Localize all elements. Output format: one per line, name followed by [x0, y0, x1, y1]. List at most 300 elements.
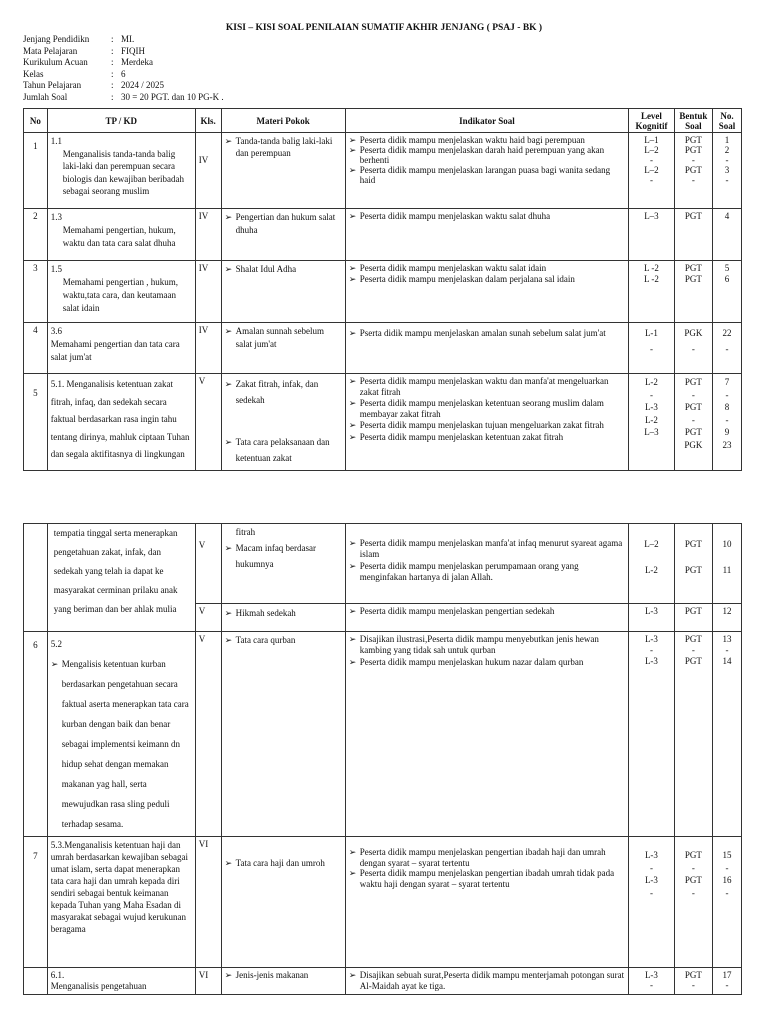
indikator-item: [349, 847, 625, 868]
table-row: [24, 209, 742, 261]
bentuk-soal-value: PGT: [684, 565, 702, 575]
no-soal-value: 17: [722, 970, 732, 980]
indikator-item-text: Peserta didik mampu menjelaskan manfa'at infaq menurut syareat agama islam: [359, 538, 623, 559]
level-kognitif: [629, 209, 675, 261]
kelas-cell: IV: [195, 209, 221, 261]
materi-item: [225, 634, 342, 647]
meta-value: Merdeka: [121, 57, 153, 68]
materi-item-text: Zakat fitrah, infak, dan sedekah: [235, 379, 319, 405]
bentuk-soal-value: PGT: [684, 135, 702, 145]
bentuk-soal: [674, 524, 712, 604]
tp-text: [51, 654, 192, 834]
indikator-cell: [345, 209, 628, 261]
no-soal-value: 10: [722, 539, 732, 549]
row-number: [24, 524, 48, 632]
bentuk-soal-value: -: [691, 980, 695, 990]
meta-label: Jumlah Soal: [23, 91, 68, 102]
kelas-cell: V: [195, 632, 221, 837]
bentuk-soal-value: PGT: [684, 850, 702, 860]
bentuk-soal-value: PGT: [684, 539, 702, 549]
tp-text: 5.1. Menganalisis ketentuan zakat fitrah, infaq, dan sedekah secara faktual berdasarkan rasa ingin tahu tentang dirinya, mahluk ciptaan Tuhan dan segala aktifitasnya di lingkungan: [50, 379, 190, 459]
header-no: No: [24, 109, 48, 133]
bullet-arrow-icon: ➢: [348, 273, 357, 284]
meta-colon: :: [111, 45, 114, 56]
level-kognitif-value: -: [649, 155, 653, 165]
tp-kd-cell: [47, 261, 195, 323]
no-soal: [712, 604, 741, 632]
tp-code: 1.1: [50, 136, 63, 146]
bentuk-soal: [674, 261, 712, 323]
indikator-item: [349, 165, 625, 185]
bentuk-soal-value: -: [691, 887, 695, 898]
no-soal-value: -: [725, 414, 729, 425]
table-row: [24, 837, 742, 968]
no-soal: [712, 261, 741, 323]
header-level: Level Kognitif: [629, 109, 675, 133]
bentuk-soal-value: -: [691, 645, 695, 655]
kisi-table-page-1: [23, 108, 742, 471]
no-soal: [712, 323, 741, 374]
bentuk-soal-value: PGT: [684, 377, 702, 387]
no-soal-value: -: [725, 155, 729, 165]
bentuk-soal-value: -: [691, 862, 695, 873]
bullet-arrow-icon: ➢: [348, 165, 357, 175]
bullet-arrow-icon: ➢: [348, 135, 357, 145]
kelas-cell: IV: [195, 133, 221, 209]
tp-kd-cell: [47, 968, 195, 995]
materi-item: [225, 853, 342, 873]
no-soal-value: 23: [722, 439, 732, 450]
no-soal-value: -: [725, 887, 729, 898]
bentuk-soal: [674, 323, 712, 374]
level-kognitif-value: L–2: [644, 165, 659, 175]
indikator-item-text: Peserta didik mampu menjelaskan ketentuan seorang muslim dalam membayar zakat fitrah: [359, 398, 604, 419]
bullet-arrow-icon: ➢: [224, 858, 233, 868]
table-row: [24, 968, 742, 995]
bullet-arrow-icon: ➢: [348, 211, 357, 221]
meta-colon: :: [111, 57, 114, 68]
tp-text: Memahami pengertian , hukum, waktu,tata cara, dan keutamaan salat idain: [62, 277, 179, 313]
bentuk-soal-value: -: [691, 155, 695, 165]
level-kognitif: [629, 524, 675, 604]
no-soal-value: 12: [722, 606, 732, 616]
level-kognitif: [629, 374, 675, 471]
tp-code: 5.2: [50, 639, 63, 649]
bullet-arrow-icon: ➢: [348, 606, 357, 616]
level-kognitif-value: L-3: [644, 875, 658, 885]
materi-cell: [221, 261, 345, 323]
indikator-item-text: Peserta didik mampu menjelaskan tujuan mengeluarkan zakat fitrah: [359, 420, 604, 430]
materi-item: [225, 376, 342, 408]
indikator-cell: [345, 374, 628, 471]
no-soal-value: 22: [722, 328, 732, 338]
kelas-cell: IV: [195, 261, 221, 323]
materi-item-text: Hikmah sedekah: [235, 608, 296, 618]
bullet-arrow-icon: ➢: [348, 970, 357, 980]
level-kognitif-value: L-2: [644, 565, 658, 575]
indikator-cell: [345, 133, 628, 209]
level-kognitif-value: L–3: [644, 211, 659, 221]
kelas-cell: V: [195, 524, 221, 604]
level-kognitif-value: L-2: [644, 377, 658, 387]
materi-item: [225, 970, 342, 981]
indikator-item-text: Peserta didik mampu menjelaskan waktu dan manfa'at mengeluarkan zakat fitrah: [359, 376, 609, 397]
indikator-item: [349, 868, 625, 889]
meta-row: [23, 80, 224, 92]
indikator-cell: [345, 604, 628, 632]
bullet-arrow-icon: ➢: [348, 420, 357, 430]
row-number: 2: [24, 209, 48, 261]
indikator-item-text: Peserta didik mampu menjelaskan hukum nazar dalam qurban: [359, 657, 584, 667]
bentuk-soal-value: PGT: [684, 402, 702, 412]
level-kognitif-value: L–3: [644, 427, 659, 437]
level-kognitif: [629, 968, 675, 995]
no-soal-value: -: [725, 175, 729, 185]
bullet-arrow-icon: ➢: [348, 145, 357, 155]
kelas-cell: V: [195, 374, 221, 471]
materi-cell: [221, 604, 345, 632]
indikator-item: [349, 145, 625, 165]
indikator-item-text: Peserta didik mampu menjelaskan larangan puasa bagi wanita sedang haid: [359, 165, 611, 185]
materi-item-text: Macam infaq berdasar hukumnya: [235, 543, 317, 569]
indikator-item: [349, 432, 625, 443]
no-soal-value: 7: [724, 377, 730, 387]
header-indikator: Indikator Soal: [345, 109, 628, 133]
materi-item: [225, 434, 342, 466]
bentuk-soal-value: PGT: [684, 970, 702, 980]
tp-text: Memahami pengertian, hukum, waktu dan tata cara salat dhuha: [62, 225, 176, 248]
kisi-table-page-2: [23, 523, 742, 995]
bentuk-soal-value: -: [691, 414, 695, 425]
bullet-arrow-icon: ➢: [348, 398, 357, 408]
row-number: 1: [24, 133, 48, 209]
indikator-item-text: Disajikan ilustrasi,Peserta didik mampu menyebutkan jenis hewan kambing yang tidak sah untuk qurban: [359, 634, 599, 655]
row-number: [24, 968, 48, 995]
bentuk-soal-value: PGT: [684, 427, 702, 437]
no-soal: [712, 632, 741, 837]
no-soal-value: 15: [722, 850, 732, 860]
meta-colon: :: [111, 91, 114, 102]
header-tp-kd: TP / KD: [47, 109, 195, 133]
level-kognitif: [629, 604, 675, 632]
level-kognitif-value: -: [649, 175, 653, 185]
bentuk-soal-value: PGT: [684, 875, 702, 885]
bentuk-soal-value: PGT: [684, 211, 702, 221]
materi-item-text: Jenis-jenis makanan: [235, 970, 309, 980]
tp-text: Menganalisis pengetahuan: [50, 981, 147, 991]
meta-label: Kelas: [23, 68, 44, 79]
level-kognitif: [629, 133, 675, 209]
tp-code: 3.6: [50, 326, 63, 336]
no-soal-value: -: [725, 645, 729, 655]
materi-cell: [221, 133, 345, 209]
bentuk-soal-value: PGK: [684, 328, 703, 338]
level-kognitif-value: L-3: [644, 850, 658, 860]
bullet-arrow-icon: ➢: [348, 538, 357, 548]
level-kognitif: [629, 261, 675, 323]
materi-item-text: Amalan sunnah sebelum salat jum'at: [235, 326, 325, 349]
tp-code: 6.1.: [50, 970, 65, 980]
level-kognitif-value: L–2: [644, 145, 659, 155]
level-kognitif-value: L-3: [644, 970, 658, 980]
indikator-item: [349, 657, 625, 668]
no-soal-value: -: [725, 862, 729, 873]
bullet-arrow-icon: ➢: [224, 326, 233, 336]
meta-value: 6: [121, 68, 126, 79]
materi-item-text: Tanda-tanda balig laki-laki dan perempuan: [235, 136, 333, 158]
indikator-item: [349, 561, 625, 582]
bullet-arrow-icon: ➢: [224, 136, 233, 146]
level-kognitif-value: -: [649, 645, 653, 655]
no-soal: [712, 968, 741, 995]
materi-item-text: Tata cara pelaksanaan dan ketentuan zakat: [235, 437, 330, 463]
indikator-cell: [345, 632, 628, 837]
level-kognitif-value: L -2: [643, 274, 659, 284]
meta-value: MI.: [121, 34, 135, 44]
meta-row: [23, 69, 224, 81]
row-number: 6: [24, 632, 48, 837]
table-row: [24, 323, 742, 374]
materi-item: [225, 135, 342, 159]
indikator-item: [349, 970, 625, 991]
no-soal: [712, 133, 741, 209]
materi-item: [225, 606, 342, 620]
no-soal-value: 9: [724, 427, 730, 437]
level-kognitif-value: L-2: [644, 414, 658, 425]
meta-colon: :: [111, 68, 114, 79]
materi-item-text: Pengertian dan hukum salat dhuha: [235, 212, 336, 235]
level-kognitif-value: -: [649, 344, 653, 354]
bentuk-soal-value: PGT: [684, 656, 702, 666]
materi-item: [225, 325, 342, 351]
tp-text: Memahami pengertian dan tata cara salat jum'at: [50, 339, 180, 362]
materi-item: [225, 263, 342, 276]
bentuk-soal-value: -: [691, 389, 695, 400]
materi-item-text: Tata cara haji dan umroh: [235, 858, 325, 868]
document-title: KISI – KISI SOAL PENILAIAN SUMATIF AKHIR JENJANG ( PSAJ - BK ): [225, 23, 543, 33]
table-row: [24, 374, 742, 471]
indikator-item: [349, 634, 625, 655]
indikator-item-text: Peserta didik mampu menjelaskan waktu salat idain: [359, 263, 547, 273]
indikator-cell: [345, 261, 628, 323]
no-soal-value: 16: [722, 875, 732, 885]
bullet-arrow-icon: ➢: [348, 634, 357, 644]
level-kognitif: [629, 632, 675, 837]
tp-code: 1.5: [50, 264, 63, 274]
bullet-arrow-icon: ➢: [224, 543, 233, 553]
bentuk-soal: [674, 632, 712, 837]
bullet-arrow-icon: ➢: [348, 868, 357, 878]
materi-item: [225, 540, 342, 572]
bentuk-soal-value: PGT: [684, 606, 702, 616]
meta-value: 2024 / 2025: [121, 80, 165, 91]
level-kognitif-value: L -2: [643, 263, 659, 273]
materi-item: [225, 211, 342, 237]
materi-item-text: Tata cara qurban: [235, 635, 296, 645]
meta-row: [23, 92, 224, 104]
indikator-cell: [345, 837, 628, 968]
meta-label: Jenjang Pendidikn: [23, 34, 90, 44]
no-soal: [712, 524, 741, 604]
no-soal-value: 13: [722, 634, 732, 644]
header-bentuk: Bentuk Soal: [674, 109, 712, 133]
bullet-arrow-icon: ➢: [348, 376, 357, 386]
level-kognitif-value: -: [649, 980, 653, 990]
bentuk-soal-value: PGT: [684, 263, 702, 273]
level-kognitif-value: L–1: [644, 135, 659, 145]
materi-cell: [221, 524, 345, 604]
bullet-arrow-icon: ➢: [224, 379, 233, 389]
no-soal-value: 3: [724, 165, 730, 175]
indikator-item: [349, 274, 625, 285]
bentuk-soal-value: PGT: [684, 274, 702, 284]
materi-continued: fitrah: [235, 527, 256, 537]
no-soal-value: 2: [724, 145, 730, 155]
bullet-arrow-icon: ➢: [348, 657, 357, 667]
tp-code: 1.3: [50, 212, 63, 222]
indikator-item-text: Peserta didik mampu menjelaskan ketentuan zakat fitrah: [359, 431, 564, 442]
materi-cell: [221, 968, 345, 995]
row-number: 3: [24, 261, 48, 323]
indikator-item: [349, 211, 625, 222]
bullet-arrow-icon: ➢: [224, 635, 233, 645]
bentuk-soal-value: PGK: [684, 439, 703, 450]
tp-text: 5.3.Menganalisis ketentuan haji dan umrah berdasarkan kewajiban sebagai umat islam, serta dapat menerapkan tata cara haji dan umrah kepada diri sendiri sebagai bentuk keimanan kepada Tuhan yang Maha Esadan di masyarakat sebagai wujud kerukunan beragama: [50, 840, 188, 934]
no-soal: [712, 837, 741, 968]
bentuk-soal-value: -: [691, 175, 695, 185]
level-kognitif-value: L–2: [644, 539, 659, 549]
no-soal: [712, 209, 741, 261]
bentuk-soal: [674, 209, 712, 261]
materi-cell: [221, 837, 345, 968]
bullet-arrow-icon: ➢: [224, 970, 233, 980]
indikator-item: [349, 398, 625, 419]
bentuk-soal-value: PGT: [684, 145, 702, 155]
indikator-item: [349, 538, 625, 559]
bullet-arrow-icon: ➢: [50, 659, 59, 669]
indikator-item: [349, 420, 625, 431]
bentuk-soal: [674, 133, 712, 209]
meta-label: Mata Pelajaran: [23, 45, 78, 56]
indikator-item-text: Peserta didik mampu menjelaskan darah haid perempuan yang akan berhenti: [359, 145, 605, 165]
meta-label: Tahun Pelajaran: [23, 80, 82, 91]
no-soal-value: -: [725, 389, 729, 400]
level-kognitif-value: L-3: [644, 402, 658, 412]
kelas-cell: IV: [195, 323, 221, 374]
meta-row: [23, 46, 224, 58]
no-soal-value: 14: [722, 656, 732, 666]
materi-cell: [221, 323, 345, 374]
tp-kd-cell: [47, 524, 195, 632]
level-kognitif-value: L-3: [644, 606, 658, 616]
meta-colon: :: [111, 80, 114, 91]
header-materi: Materi Pokok: [221, 109, 345, 133]
tp-kd-cell: [47, 837, 195, 968]
tp-kd-cell: [47, 374, 195, 471]
level-kognitif-value: L-1: [644, 328, 658, 338]
bullet-arrow-icon: ➢: [224, 437, 233, 447]
indikator-item: [349, 606, 625, 617]
bullet-arrow-icon: ➢: [348, 431, 357, 442]
kelas-cell: V: [195, 604, 221, 632]
kelas-cell: VI: [195, 837, 221, 968]
bentuk-soal-value: PGT: [684, 634, 702, 644]
bentuk-soal: [674, 374, 712, 471]
bullet-arrow-icon: ➢: [348, 263, 357, 273]
no-soal-value: 4: [724, 211, 730, 221]
bullet-arrow-icon: ➢: [348, 328, 357, 338]
meta-colon: :: [111, 34, 114, 44]
meta-row: [23, 34, 224, 46]
indikator-item-text: Peserta didik mampu menjelaskan perumpamaan orang yang menginfakan hartanya di jalan Allah.: [359, 561, 579, 582]
meta-value: 30 = 20 PGT. dan 10 PG-K .: [121, 91, 224, 102]
meta-row: [23, 57, 224, 69]
indikator-item: [349, 135, 625, 145]
table-row: [24, 261, 742, 323]
indikator-item-text: Peserta didik mampu menjelaskan dalam perjalana sal idain: [359, 273, 575, 284]
no-soal: [712, 374, 741, 471]
tp-kd-cell: [47, 133, 195, 209]
row-number: 7: [24, 837, 48, 968]
tp-text-text: Mengalisis ketentuan kurban berdasarkan pengetahuan secara faktual aserta menerapkan tata cara kurban dengan baik dan benar sebagai implementsi keimann dn hidup sehat dengan memakan makanan yag hall, serta mewujudkan rasa sling peduli terhadap sesama.: [61, 659, 189, 829]
materi-item-text: Shalat Idul Adha: [235, 264, 297, 274]
no-soal-value: 5: [724, 263, 730, 273]
level-kognitif-value: L-3: [644, 634, 658, 644]
kelas-cell: VI: [195, 968, 221, 995]
indikator-item-text: Peserta didik mampu menjelaskan waktu haid bagi perempuan: [359, 135, 585, 145]
tp-kd-cell: [47, 632, 195, 837]
level-kognitif-value: -: [649, 862, 653, 873]
no-soal-value: 11: [722, 565, 732, 575]
indikator-item-text: Disajikan sebuah surat,Peserta didik mampu menterjamah potongan surat Al-Maidah ayat ke tiga.: [359, 970, 625, 991]
materi-cell: [221, 632, 345, 837]
tp-kd-cell: [47, 209, 195, 261]
materi-cell: [221, 374, 345, 471]
bentuk-soal-value: -: [691, 344, 695, 354]
level-kognitif: [629, 323, 675, 374]
level-kognitif: [629, 837, 675, 968]
table-row: [24, 632, 742, 837]
indikator-item-text: Peserta didik mampu menjelaskan pengertian ibadah haji dan umrah dengan syarat – syarat tertentu: [359, 847, 606, 868]
bullet-arrow-icon: ➢: [348, 847, 357, 857]
bullet-arrow-icon: ➢: [348, 561, 357, 571]
indikator-item-text: Peserta didik mampu menjelaskan waktu salat dhuha: [359, 211, 551, 221]
indikator-cell: [345, 524, 628, 604]
bentuk-soal: [674, 837, 712, 968]
table-row: [24, 133, 742, 209]
tp-text: Menganalisis tanda-tanda balig laki-laki dan perempuan secara biologis dan kewajiban beribadah sebagai seorang muslim: [62, 148, 184, 196]
indikator-item: [349, 263, 625, 274]
indikator-cell: [345, 968, 628, 995]
indikator-item-text: Peserta didik mampu menjelaskan pengertian ibadah umrah tidak pada waktu haji dengan syarat – syarat tertentu: [359, 868, 615, 889]
bentuk-soal-value: PGT: [684, 165, 702, 175]
bentuk-soal: [674, 604, 712, 632]
no-soal-value: -: [725, 980, 729, 990]
tp-kd-cell: [47, 323, 195, 374]
indikator-item-text: Pserta didik mampu menjelaskan amalan sunah sebelum salat jum'at: [359, 328, 606, 338]
meta-value: FIQIH: [121, 45, 145, 56]
meta-block: [23, 34, 224, 104]
no-soal-value: 8: [724, 402, 730, 412]
level-kognitif-value: L-3: [644, 656, 658, 666]
indikator-item-text: Peserta didik mampu menjelaskan pengertian sedekah: [359, 606, 555, 616]
row-number: 4: [24, 323, 48, 374]
indikator-item: [349, 325, 625, 341]
no-soal-value: -: [725, 344, 729, 354]
indikator-item: [349, 376, 625, 397]
level-kognitif-value: -: [649, 887, 653, 898]
row-number: 5: [24, 374, 48, 471]
